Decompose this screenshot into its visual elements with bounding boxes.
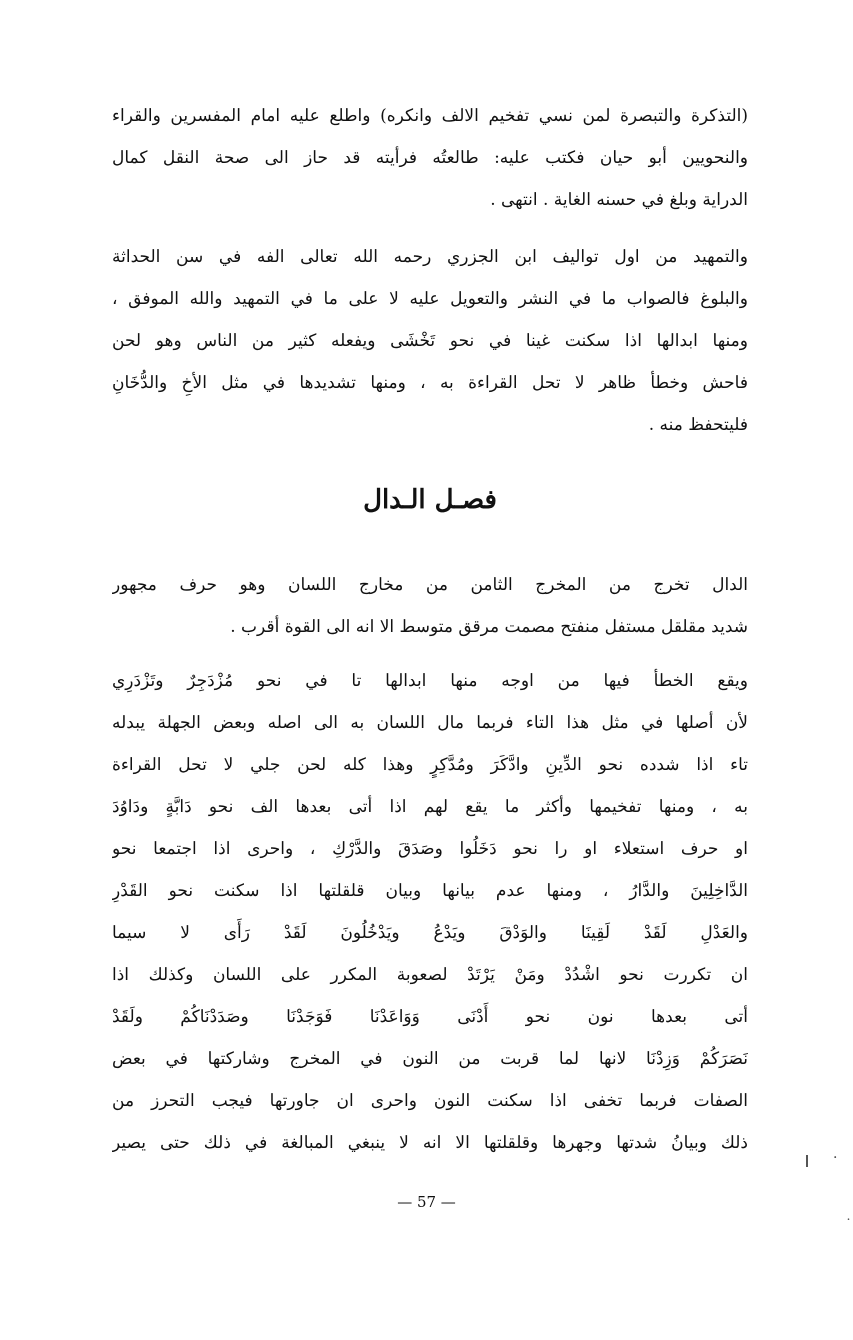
text-line: فليتحفظ منه .	[648, 415, 748, 435]
text-line: أتى بعدها نون نحو أَدْنَى وَوَاعَدْنَا فَوَجَدْنَا وصَدَدْنَاكُمْ ولَقَدْ	[112, 1007, 748, 1027]
scan-mark	[806, 1155, 808, 1167]
text-line: او حرف استعلاء او را نحو دَخَلُوا وصَدَقَ والدَّرْكِ ، واحرى اذا اجتمعا نحو	[112, 839, 748, 859]
text-line: ومنها ابدالها اذا سكنت غينا في نحو تَخْشَى ويفعله كثير من الناس وهو لحن	[112, 331, 748, 351]
text-line: الدَّاخِلِينَ والدَّارُ ، ومنها عدم بيانها وبيان قلقلتها اذا سكنت نحو القَدْرِ	[112, 881, 748, 901]
text-line: فاحش وخطأ ظاهر لا تحل القراءة به ، ومنها تشديدها في مثل الأخِ والدُّخَانِ	[112, 373, 748, 393]
paragraph-2	[112, 236, 748, 446]
text-line: والنحويين أبو حيان فكتب عليه: طالعتُه فرأيته قد حاز الى صحة النقل كمال	[112, 148, 748, 168]
text-line: ان تكررت نحو اشْدُدْ ومَنْ يَرْتَدْ لصعوبة المكرر على اللسان وكذلك اذا	[112, 965, 748, 985]
text-line: ويقع الخطأ فيها من اوجه منها ابدالها تا في نحو مُزْدَجِرٌ وتَزْدَرِي	[112, 671, 748, 691]
paragraph-3	[112, 564, 748, 648]
text-line: الدال تخرج من المخرج الثامن من مخارج اللسان وهو حرف مجهور	[112, 575, 748, 595]
paragraph-4	[112, 660, 748, 1164]
text-line: الصفات فربما تخفى اذا سكنت النون واحرى ان جاورتها فيجب التحرز من	[112, 1091, 748, 1111]
text-line: شديد مقلقل مستفل منفتح مصمت مرقق متوسط الا انه الى القوة أقرب .	[230, 617, 748, 637]
text-line: والعَدْلِ لَقَدْ لَقِينَا والوَدْقَ ويَدْعُ ويَدْخُلُونَ لَقَدْ رَأَى لا سيما	[112, 923, 748, 943]
scan-dot-mark: ˙	[845, 1217, 852, 1233]
text-line: الدراية وبلغ في حسنه الغاية . انتهى .	[490, 190, 748, 210]
text-line: لأن أصلها في مثل هذا التاء فربما مال اللسان به الى اصله وبعض الجهلة يبدله	[112, 713, 748, 733]
text-line: والبلوغ فالصواب ما في النشر والتعويل عليه لا على ما في التمهيد والله الموفق ،	[112, 289, 748, 309]
section-heading: فصـل الـدال	[363, 485, 497, 515]
text-line: ذلك وبيانُ شدتها وجهرها وقلقلتها الا انه لا ينبغي المبالغة في ذلك حتى يصير	[112, 1133, 748, 1153]
text-line: (التذكرة والتبصرة لمن نسي تفخيم الالف وانكره) واطلع عليه امام المفسرين والقراء	[112, 106, 748, 126]
paragraph-1	[112, 95, 748, 221]
scan-dot-mark: ·	[833, 1150, 838, 1166]
page-number: — 57 —	[397, 1193, 456, 1211]
text-line: نَصَرَكُمْ وَزِدْنَا لانها لما قربت من النون في المخرج وشاركتها في بعض	[112, 1049, 748, 1069]
text-line: تاء اذا شدده نحو الدِّينِ وادَّكَرَ ومُدَّكِرٍ وهذا كله لحن جلي لا تحل القراءة	[112, 755, 748, 775]
text-line: والتمهيد من اول تواليف ابن الجزري رحمه الله تعالى الفه في سن الحداثة	[112, 247, 748, 267]
text-line: به ، ومنها تفخيمها وأكثر ما يقع لهم اذا أتى بعدها الف نحو دَابَّةٍ ودَاوُدَ	[112, 797, 748, 817]
